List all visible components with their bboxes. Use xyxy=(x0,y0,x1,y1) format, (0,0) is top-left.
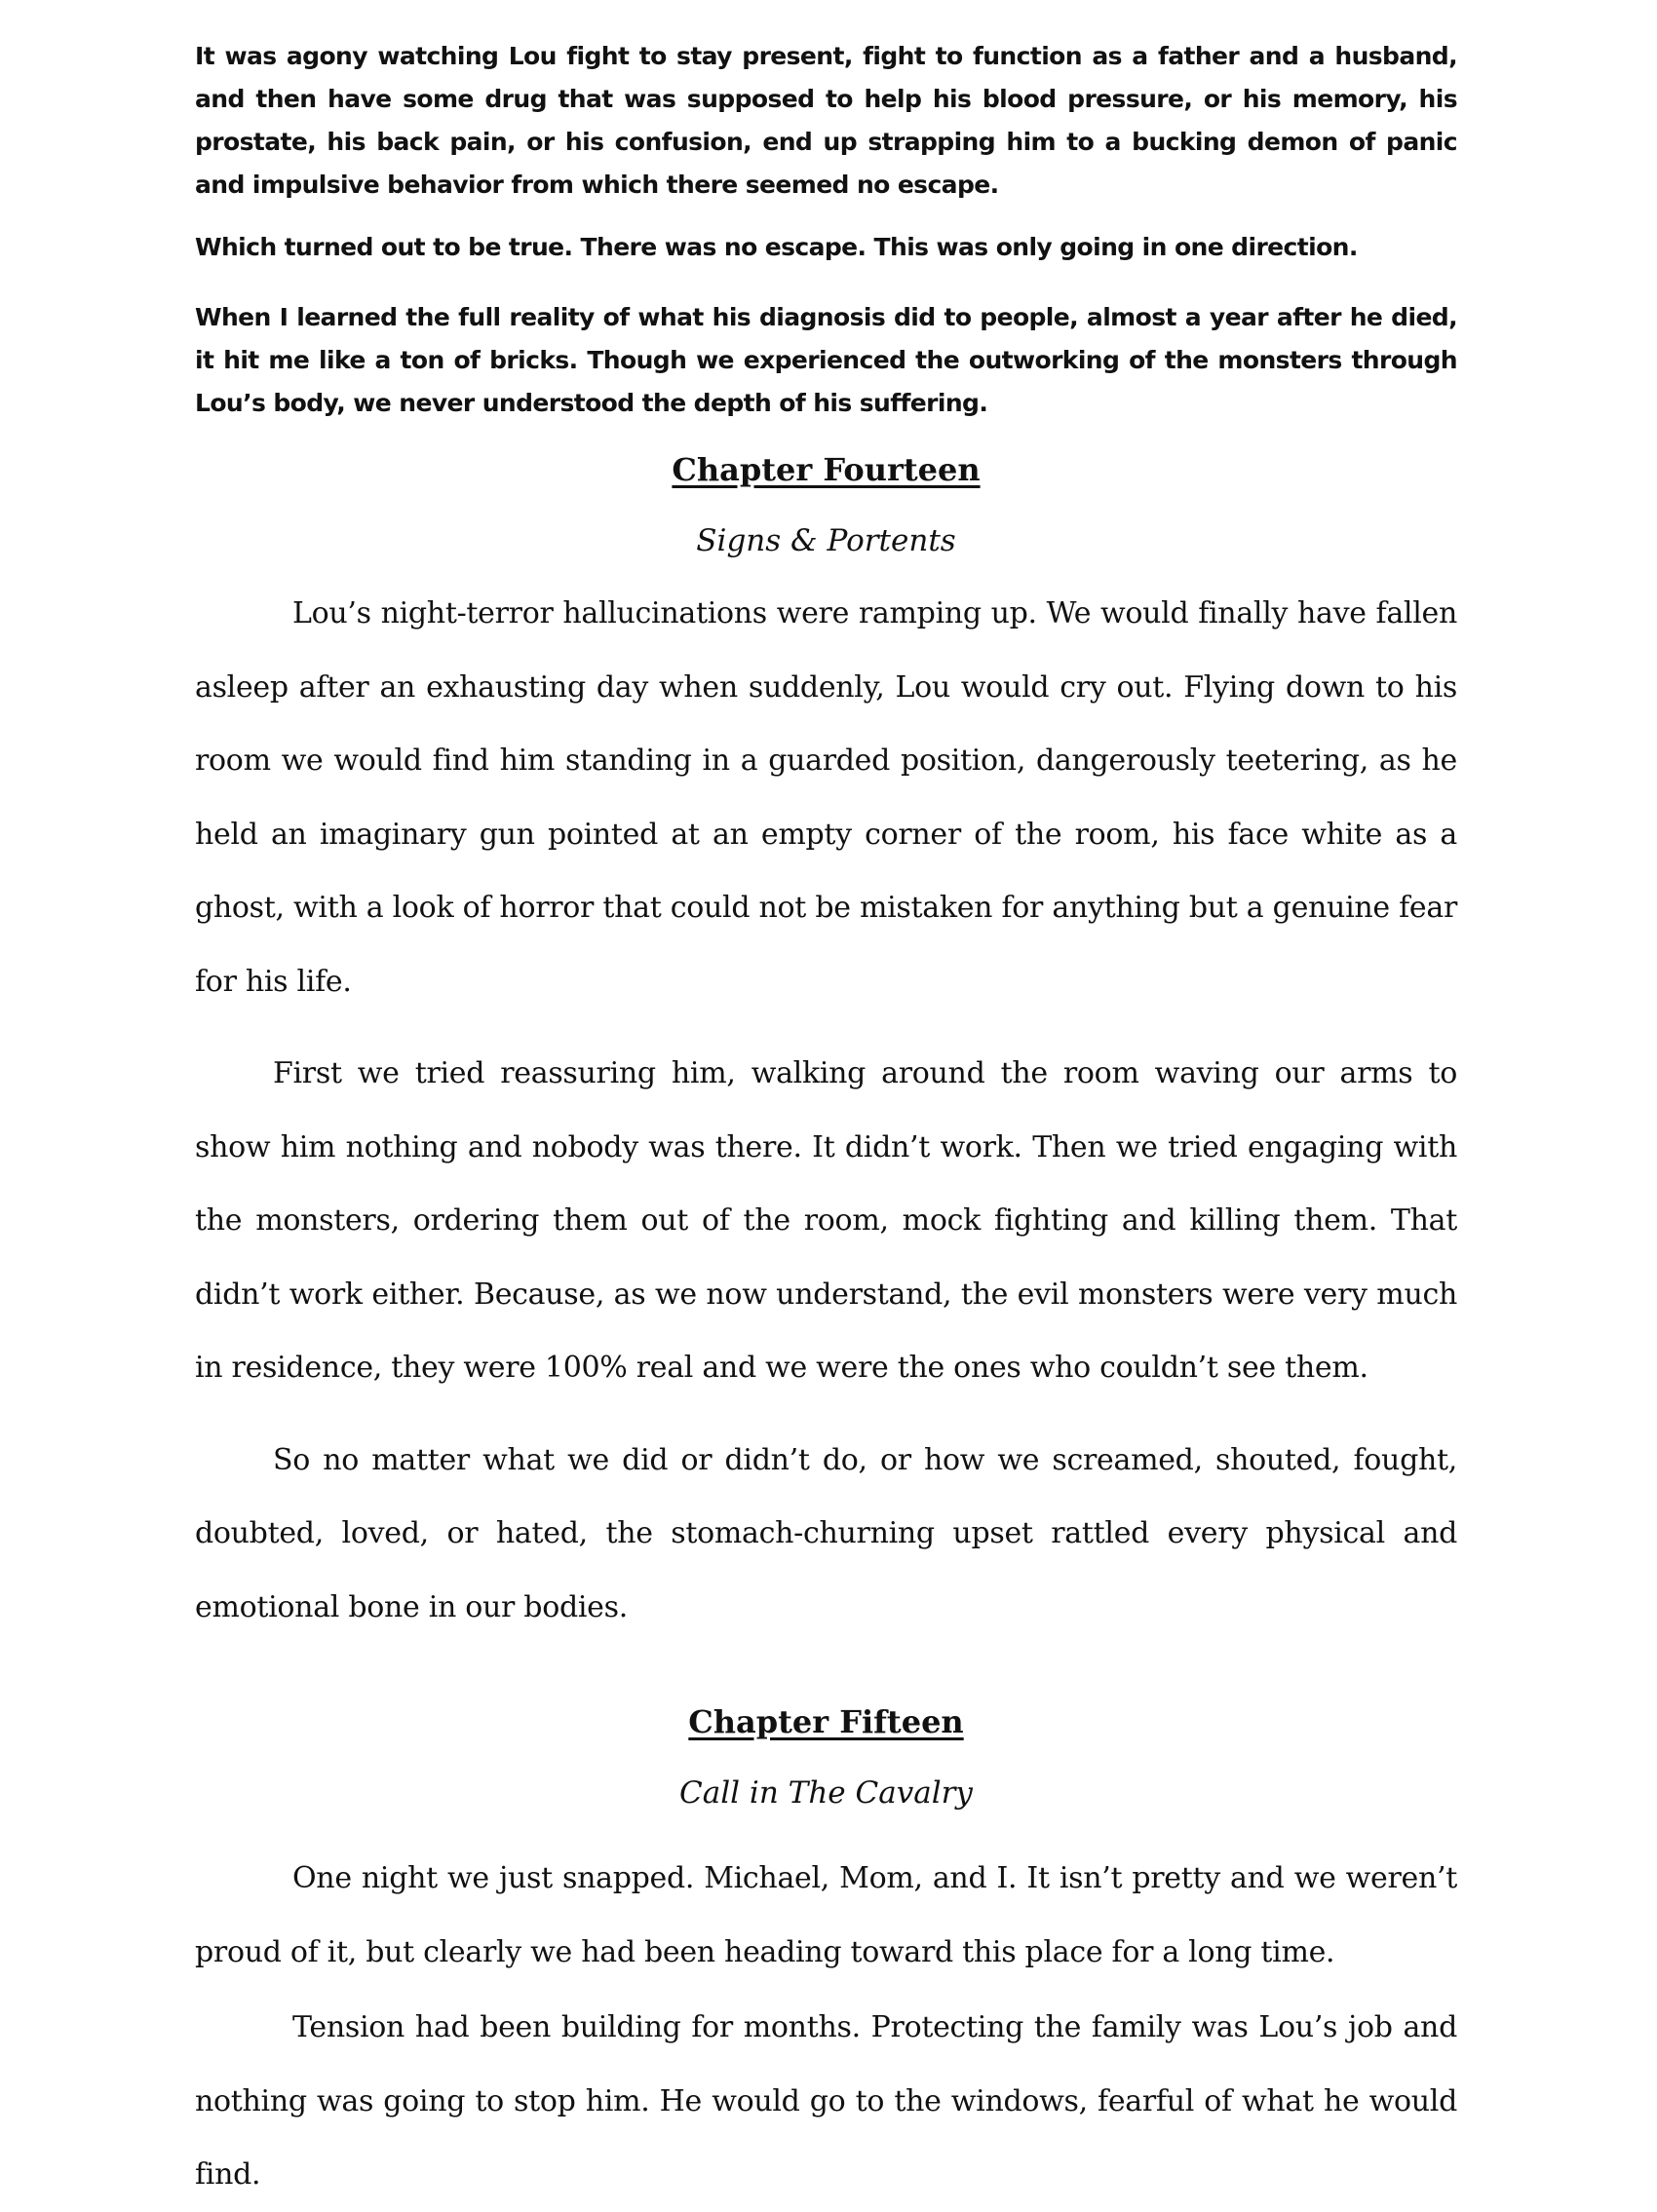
chapter-fourteen-subtitle: Signs & Portents xyxy=(696,523,956,558)
document-page xyxy=(195,35,1457,2212)
chapter-fourteen-heading: Chapter Fourteen xyxy=(672,451,981,488)
chapter-fourteen-paragraph-2: First we tried reassuring him, walking around the room waving our arms to show him nothing and nobody was there. It didn’t work. Then we tried engaging with the monsters, ordering them out of the room, mock fighting and killing them. That didn’t work either. Because, as we now understand, the evil monsters were very much in residence, they were 100% real and we were the ones who couldn’t see them. xyxy=(195,1056,1457,1385)
chapter-fourteen-paragraph-3: So no matter what we did or didn’t do, or how we screamed, shouted, fought, doubted, loved, or hated, the stomach-churning upset rattled every physical and emotional bone in our bodies. xyxy=(195,1442,1457,1624)
chapter-fifteen-paragraph-2: Tension had been building for months. Protecting the family was Lou’s job and nothing was going to stop him. He would go to the windows, fearful of what he would find. xyxy=(195,2010,1457,2192)
chapter-fifteen-subtitle: Call in The Cavalry xyxy=(679,1775,973,1811)
intro-paragraph-3: When I learned the full reality of what his diagnosis did to people, almost a year after he died, it hit me like a ton of bricks. Though we experienced the outworking of the monsters through Lou’s body, we never understood the depth of his suffering. xyxy=(195,303,1457,417)
intro-paragraph-2: Which turned out to be true. There was no escape. This was only going in one direction. xyxy=(195,233,1358,261)
chapter-fourteen-paragraph-1: Lou’s night-terror hallucinations were ramping up. We would finally have fallen asleep after an exhausting day when suddenly, Lou would cry out. Flying down to his room we would find him standing in a guarded position, dangerously teetering, as he held an imaginary gun pointed at an empty corner of the room, his face white as a ghost, with a look of horror that could not be mistaken for anything but a genuine fear for his life. xyxy=(195,596,1457,999)
chapter-fifteen-heading: Chapter Fifteen xyxy=(688,1703,964,1740)
intro-paragraph-1: It was agony watching Lou fight to stay present, fight to function as a father and a husband, and then have some drug that was supposed to help his blood pressure, or his memory, his prostate, his back pain, or his confusion, end up strapping him to a bucking demon of panic and impulsive behavior from which there seemed no escape. xyxy=(195,42,1457,199)
chapter-fifteen-paragraph-1: One night we just snapped. Michael, Mom, and I. It isn’t pretty and we weren’t proud of it, but clearly we had been heading toward this place for a long time. xyxy=(195,1861,1457,1969)
